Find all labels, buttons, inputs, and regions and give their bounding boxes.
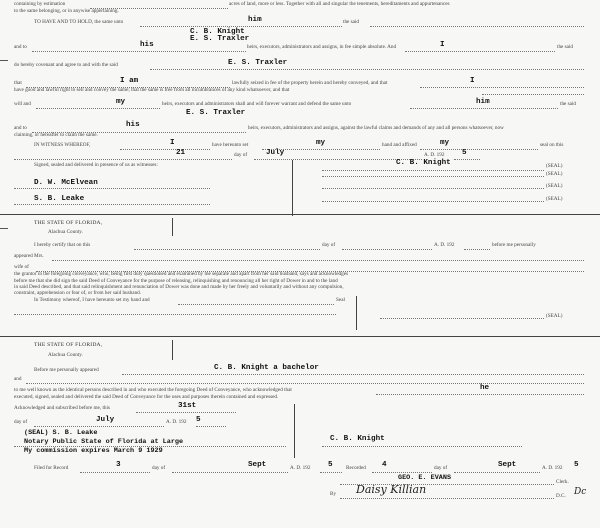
filled-text: 5: [328, 461, 333, 469]
body-text: the said: [560, 101, 576, 107]
body-text: Before me personally appeared: [34, 367, 99, 373]
body-text: in said Deed described, and that said relinquishment and renunciation of Dower was done and made by her freely and voluntarily and without any compulsion,: [14, 284, 344, 290]
section-divider: [0, 336, 600, 337]
body-text: constraint, apprehension or fear of, or from her said husband.: [14, 290, 142, 296]
blank-line: [322, 446, 522, 447]
body-text: and to: [14, 44, 27, 50]
county-label: Alachua County.: [48, 352, 83, 358]
blank-line: [464, 249, 490, 250]
body-text: have hereunto set: [212, 142, 249, 148]
blank-line: [196, 426, 226, 427]
blank-line: [405, 51, 555, 52]
blank-line: [320, 472, 342, 473]
seal-label: (SEAL): [546, 163, 563, 169]
body-text: day of: [234, 152, 248, 158]
filled-text: 5: [196, 416, 201, 424]
filled-text: him: [248, 16, 262, 24]
body-text: containing by estimation: [14, 1, 66, 7]
filled-text: 5: [574, 461, 579, 469]
body-text: to me well known as the identical persons described in and who executed the foregoing Deed of Conveyance, who acknowledged that: [14, 387, 292, 393]
blank-line: [122, 374, 584, 375]
blank-line: [482, 94, 584, 95]
blank-line: [32, 51, 246, 52]
filled-text: E. S. Traxler: [186, 109, 246, 117]
blank-line: [14, 188, 210, 189]
body-text: to the same belonging, or in anywise appertaining.: [14, 8, 119, 14]
blank-line: [380, 318, 544, 319]
filled-text: my: [440, 139, 450, 147]
county-label: Alachua County.: [48, 229, 83, 235]
blank-line: [340, 498, 554, 499]
body-text: TO HAVE AND TO HOLD, the same unto: [34, 19, 124, 25]
blank-line: [36, 108, 160, 109]
filled-text: 3: [116, 461, 121, 469]
brace-line: [172, 340, 173, 360]
filled-text: his: [140, 41, 154, 49]
blank-line: [120, 149, 210, 150]
filled-text: I: [440, 41, 445, 49]
body-text: day of: [14, 419, 28, 425]
witness-name: D. W. McElvean: [34, 179, 98, 187]
dc-mark: Dc: [574, 487, 587, 497]
filled-text: 4: [382, 461, 387, 469]
blank-line: [342, 249, 432, 250]
blank-line: [14, 159, 232, 160]
signature-name: C. B. Knight: [330, 435, 385, 443]
notary-seal-line: (SEAL) S. B. Leake: [24, 429, 98, 437]
blank-line: [178, 304, 334, 305]
blank-line: [322, 170, 544, 171]
blank-line: [322, 176, 544, 177]
notary-commission-line: My commission expires March 9 1929: [24, 447, 163, 455]
body-text: do hereby covenant and agree to and with the said: [14, 62, 118, 68]
filled-text: July: [266, 149, 285, 157]
state-heading: THE STATE OF FLORIDA,: [34, 342, 103, 348]
clerk-name: GEO. E. EVANS: [398, 474, 452, 482]
state-heading: THE STATE OF FLORIDA,: [34, 220, 103, 226]
signature-name: C. B. Knight: [396, 159, 451, 167]
brace-line: [172, 218, 173, 236]
body-text: heirs, executors, administrators and assigns, against the lawful claims and demands of any and all persons whatsoever, now: [248, 125, 504, 131]
body-text: hand and affixed: [382, 142, 417, 148]
filled-text: C. B. Knight a bachelor: [214, 364, 319, 372]
blank-line: [370, 26, 584, 27]
body-text: A. D. 192: [542, 465, 563, 471]
filled-text: E. S. Traxler: [228, 59, 288, 67]
body-text: heirs, executors and administrators shall and will forever warrant and defend the same unto: [162, 101, 352, 107]
body-text: that: [14, 80, 22, 86]
body-text: executed, signed, sealed and delivered the said Deed of Conveyance for the uses and purposes therein contained and expressed.: [14, 394, 279, 400]
brace-line: [356, 296, 357, 330]
body-text: Recorded: [346, 465, 366, 471]
body-text: IN WITNESS WHEREOF,: [34, 142, 91, 148]
witness-name: S. B. Leake: [34, 195, 85, 203]
filled-text: E. S. Traxler: [190, 35, 250, 43]
body-text: A. D. 192: [434, 242, 455, 248]
deputy-signature: Daisy Killian: [356, 483, 427, 496]
body-text: the said: [343, 19, 359, 25]
blank-line: [454, 472, 540, 473]
blank-line: [14, 314, 336, 315]
blank-line: [376, 394, 584, 395]
body-text: A. D. 192: [290, 465, 311, 471]
blank-line: [34, 426, 164, 427]
body-text: will and: [14, 101, 31, 107]
blank-line: [136, 412, 236, 413]
filled-text: he: [480, 384, 490, 392]
body-text: Seal: [336, 297, 345, 303]
blank-line: [14, 204, 210, 205]
filled-text: his: [126, 121, 140, 129]
body-text: claiming, or hereafter to claim the same.: [14, 132, 98, 138]
margin-mark: [0, 228, 8, 229]
filled-text: I: [170, 139, 175, 147]
body-text: have good and lawful right to sell and convey the same; that the same is free from all incumbrances of any kind whatsoever, and that: [14, 87, 290, 93]
blank-line: [420, 87, 584, 88]
body-text: seal on this: [540, 142, 564, 148]
brace-line: [292, 160, 293, 216]
filled-text: Sept: [498, 461, 517, 469]
body-text: lawfully seized in fee of the property herein and hereby conveyed, and that: [232, 80, 388, 86]
clerk-label: Clerk.: [556, 479, 569, 485]
blank-line: [322, 201, 544, 202]
body-text: before me personally: [492, 242, 536, 248]
filled-text: my: [316, 139, 326, 147]
filled-text: my: [116, 98, 126, 106]
filled-text: I am: [120, 77, 139, 85]
body-text: Signed, sealed and delivered in presence of us as witnesses:: [34, 162, 158, 168]
seal-label: (SEAL): [546, 183, 563, 189]
blank-line: [80, 472, 150, 473]
notary-title-line: Notary Public State of Florida at Large: [24, 438, 184, 446]
blank-line: [372, 472, 432, 473]
filled-text: Sept: [248, 461, 267, 469]
body-text: In Testimony whereof, I have hereunto set my hand and: [34, 297, 150, 303]
seal-label: (SEAL): [546, 313, 563, 319]
body-text: I hereby certify that on this: [34, 242, 91, 248]
blank-line: [26, 383, 584, 384]
body-text: Acknowledged and subscribed before me, this: [14, 405, 110, 411]
filled-text: 5: [462, 149, 467, 157]
body-text: day of: [434, 465, 448, 471]
body-text: and to: [14, 125, 27, 131]
body-text: Filed for Record: [34, 465, 69, 471]
brace-line: [294, 404, 295, 458]
filled-text: I: [470, 77, 475, 85]
blank-line: [52, 260, 584, 261]
blank-line: [140, 26, 342, 27]
blank-line: [454, 159, 480, 160]
blank-line: [150, 69, 584, 70]
body-text: appeared Mrs.: [14, 253, 44, 259]
filled-text: him: [476, 98, 490, 106]
filled-text: 21: [176, 149, 186, 157]
seal-label: (SEAL): [546, 196, 563, 202]
blank-line: [14, 446, 286, 447]
body-text: day of: [322, 242, 336, 248]
filled-text: 31st: [178, 402, 197, 410]
dc-label: D.C.: [556, 493, 566, 499]
body-text: before me that she did sign the said Deed of Conveyance for the purpose of releasing, relinquishing and renouncing all her right of Dower in and to the land: [14, 278, 338, 284]
body-text: and: [14, 376, 22, 382]
blank-line: [322, 188, 544, 189]
filled-text: July: [96, 416, 115, 424]
blank-line: [172, 472, 288, 473]
by-label: By: [330, 491, 337, 497]
section-divider: [0, 214, 600, 215]
body-text: heirs, executors, administrators and assigns, in fee simple absolute. And: [247, 44, 397, 50]
body-text: acres of land, more or less. Together with all and singular the tenements, hereditaments and appurtenances: [229, 1, 450, 7]
body-text: A. D. 192: [424, 152, 445, 158]
blank-line: [410, 108, 558, 109]
body-text: the grantor in the foregoing conveyance, who, being first duly questioned and examined by me separate and apart from her said husband, says and acknowledges: [14, 271, 349, 277]
body-text: the said: [557, 44, 573, 50]
filled-text: C. B. Knight: [190, 28, 245, 36]
body-text: day of: [152, 465, 166, 471]
seal-label: (SEAL): [546, 171, 563, 177]
margin-mark: [0, 60, 8, 61]
body-text: A. D. 192: [166, 419, 187, 425]
blank-line: [134, 249, 320, 250]
body-text: wife of: [14, 264, 29, 270]
blank-line: [420, 149, 538, 150]
